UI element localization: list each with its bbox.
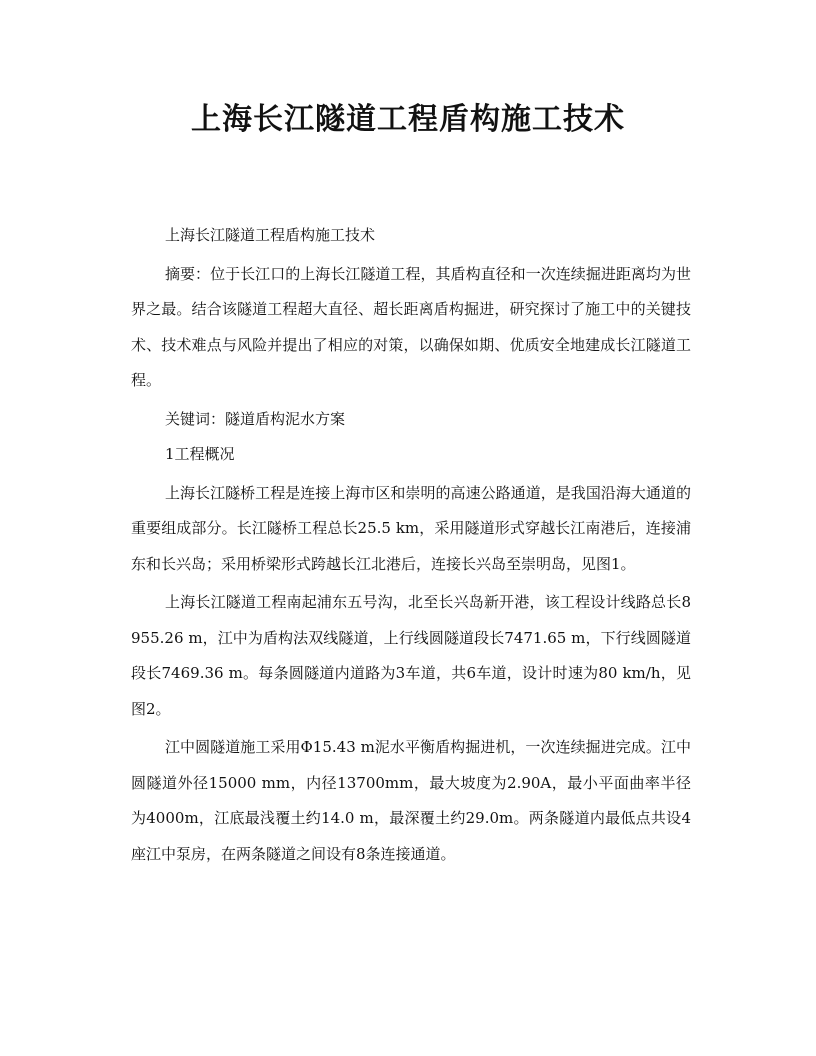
paragraph-subtitle: 上海长江隧道工程盾构施工技术 — [165, 226, 376, 244]
paragraph-overview: 上海长江隧桥工程是连接上海市区和崇明的高速公路通道，是我国沿海大通道的重要组成部分。长江隧桥工程总长25.5 km，采用隧道形式穿越长江南港后，连接浦东和长兴岛；采用桥梁形式跨越长江北港后，连接长兴岛至崇明岛，见图1。 — [131, 483, 691, 573]
paragraph-route: 上海长江隧道工程南起浦东五号沟，北至长兴岛新开港，该工程设计线路总长8955.26 m，江中为盾构法双线隧道，上行线圆隧道段长7471.65 m，下行线圆隧道段长7469.36 m。每条圆隧道内道路为3车道，共6车道，设计时速为80 km/h，见图2。 — [131, 593, 691, 718]
paragraph-abstract: 摘要：位于长江口的上海长江隧道工程，其盾构直径和一次连续掘进距离均为世界之最。结合该隧道工程超大直径、超长距离盾构掘进，研究探讨了施工中的关键技术、技术难点与风险并提出了相应的对策，以确保如期、优质安全地建成长江隧道工程。 — [131, 264, 691, 389]
document-title: 上海长江隧道工程盾构施工技术 — [191, 102, 625, 137]
paragraph-keywords: 关键词：隧道盾构泥水方案 — [165, 409, 346, 428]
section-heading: 1工程概况 — [165, 445, 235, 463]
paragraph-construction: 江中圆隧道施工采用Φ15.43 m泥水平衡盾构掘进机，一次连续掘进完成。江中圆隧道外径15000 mm，内径13700mm，最大坡度为2.90A，最小平面曲率半径为4000m，江底最浅覆土约14.0 m，最深覆土约29.0m。两条隧道内最低点共设4座江中泵房，在两条隧道之间设有8条连接通道。 — [131, 738, 691, 863]
document-body — [131, 218, 691, 872]
